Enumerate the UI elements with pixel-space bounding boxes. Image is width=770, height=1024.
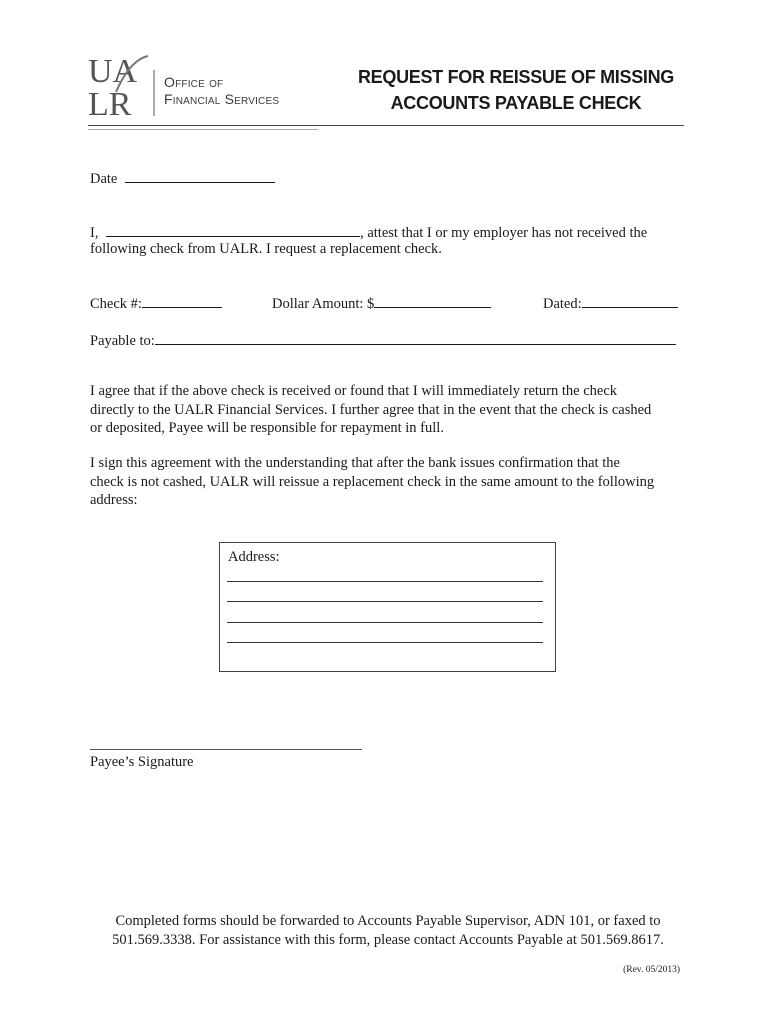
check-label: Check #: [90, 296, 142, 312]
office-name [164, 74, 279, 108]
attest-line-2: following check from UALR. I request a replacement check. [90, 241, 442, 257]
attest-row [90, 222, 647, 242]
date-row [90, 168, 275, 188]
agreement-line-2: directly to the UALR Financial Services. I further agree that in the event that the check is cashed [90, 401, 652, 418]
date-label: Date [90, 171, 118, 187]
amount-row [272, 293, 491, 313]
address-line-2[interactable] [227, 601, 543, 602]
header-rule [88, 125, 684, 126]
address-line-3[interactable] [227, 622, 543, 623]
attest-suffix: , attest that I or my employer has not received the [360, 225, 648, 241]
date-field[interactable] [125, 168, 275, 183]
dated-field[interactable] [582, 293, 678, 308]
sign-line-1: I sign this agreement with the understanding that after the bank issues confirmation that the [90, 455, 620, 471]
svg-text:UA: UA [88, 53, 138, 90]
logo-line-1: Office of [164, 74, 224, 90]
payable-row [90, 330, 676, 350]
footer-line-1: Completed forms should be forwarded to Accounts Payable Supervisor, ADN 101, or faxed to [115, 913, 661, 929]
name-field[interactable] [106, 222, 360, 237]
address-label: Address: [228, 549, 280, 565]
amount-field[interactable] [374, 293, 491, 308]
footer-instructions [90, 912, 686, 950]
check-row [90, 293, 222, 313]
svg-text:LR: LR [88, 86, 132, 122]
title-line-2: ACCOUNTS PAYABLE CHECK [390, 93, 642, 113]
revision-note: (Rev. 05/2013) [623, 965, 680, 975]
payable-label: Payable to: [90, 333, 155, 349]
ualr-logo-mark [86, 52, 164, 122]
agreement-line-1: I agree that if the above check is received or found that I will immediately return the check [90, 383, 618, 399]
sign-line-3: address: [90, 492, 138, 508]
agreement-paragraph [90, 382, 690, 438]
header-rule-shadow [88, 129, 318, 130]
signature-field[interactable] [90, 749, 362, 750]
attest-prefix: I, [90, 225, 99, 241]
dated-row [543, 293, 678, 313]
logo-line-2: Financial Services [164, 91, 280, 107]
address-line-4[interactable] [227, 642, 543, 643]
ualr-logo [86, 52, 296, 122]
payable-field[interactable] [155, 330, 676, 345]
footer-line-2: 501.569.3338. For assistance with this form, please contact Accounts Payable at 501.569.8617. [112, 932, 664, 948]
check-number-field[interactable] [142, 293, 222, 308]
agreement-line-3: or deposited, Payee will be responsible for repayment in full. [90, 420, 444, 436]
sign-line-2: check is not cashed, UALR will reissue a replacement check in the same amount to the following [90, 473, 655, 490]
address-box [219, 542, 556, 672]
sign-paragraph [90, 454, 690, 510]
amount-label: Dollar Amount: $ [272, 296, 375, 312]
dated-label: Dated: [543, 296, 582, 312]
signature-label: Payee’s Signature [90, 754, 194, 770]
title-line-1: REQUEST FOR REISSUE OF MISSING [357, 67, 675, 87]
form-title [346, 64, 686, 116]
address-line-1[interactable] [227, 581, 543, 582]
